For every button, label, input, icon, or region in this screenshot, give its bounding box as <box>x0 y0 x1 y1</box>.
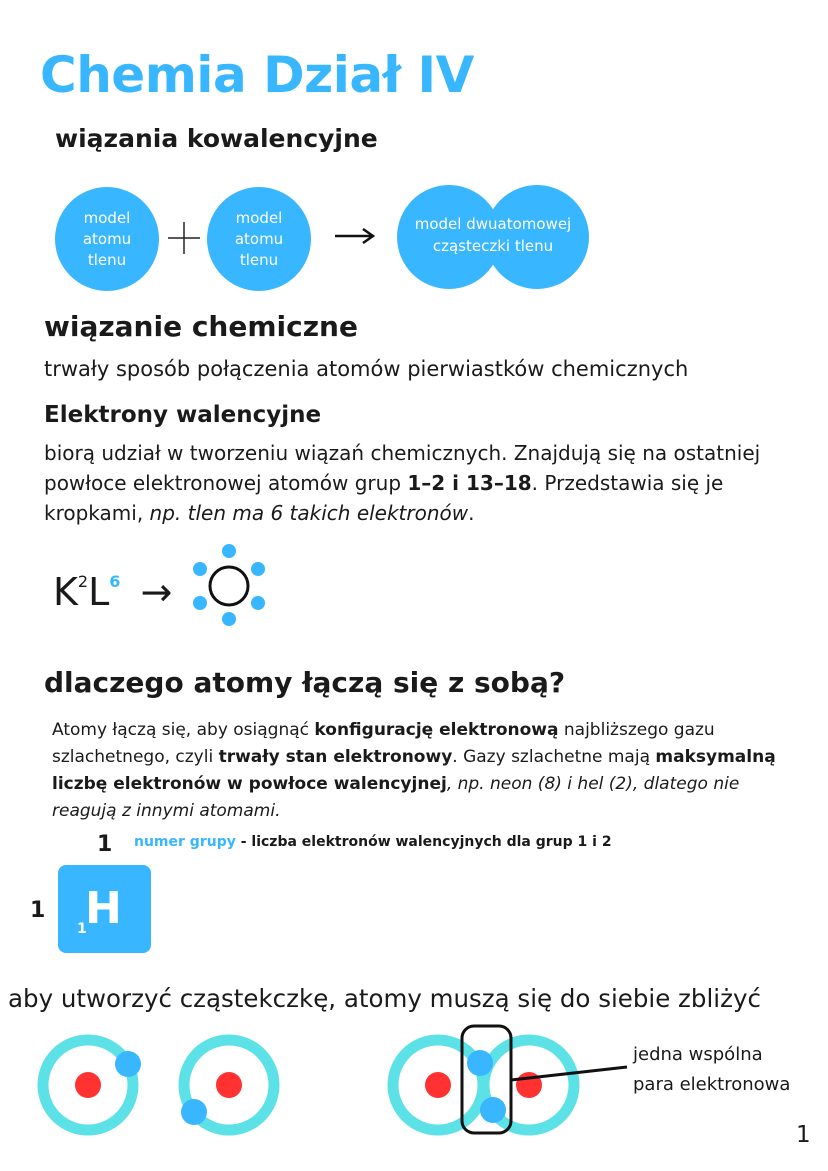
model-label-line: model <box>235 208 283 227</box>
arrow-right-icon <box>333 222 377 250</box>
molecule-heading: aby utworzyć cząstekczkę, atomy muszą się do siebie zbliżyć <box>8 984 761 1013</box>
bond-heading: wiązanie chemiczne <box>44 310 358 343</box>
why-heading: dlaczego atomy łączą się z sobą? <box>44 666 566 699</box>
paragraph-line: kropkami, np. tlen ma 6 takich elektronów. <box>44 501 475 525</box>
oxygen-atom-model-2 <box>207 187 311 291</box>
shell-l-count: 6 <box>109 572 121 591</box>
group-note: numer grupy - liczba elektronów walencyjnych dla grup 1 i 2 <box>134 834 612 850</box>
plus-icon <box>166 220 202 256</box>
why-paragraph <box>52 717 812 825</box>
model-label-line: tlenu <box>239 250 279 269</box>
electron-configuration <box>53 560 172 614</box>
period-number: 1 <box>30 898 46 923</box>
paragraph-line: reagują z innymi atomami. <box>52 801 281 821</box>
shell-k-count: 2 <box>77 572 89 591</box>
atomic-number: 1 <box>77 921 87 937</box>
element-symbol: H <box>85 883 122 934</box>
paragraph-line: biorą udział w tworzeniu wiązań chemicznych. Znajdują się na ostatniej <box>44 441 761 465</box>
shell-k: K <box>53 570 78 614</box>
label-line: para elektronowa <box>633 1074 791 1095</box>
paragraph-line: szlachetnego, czyli trwały stan elektronowy. Gazy szlachetne mają maksymalną <box>52 747 776 767</box>
arrow-right-icon: → <box>140 570 173 614</box>
molecule-label-line: cząsteczki tlenu <box>432 237 554 255</box>
label-line: jedna wspólna <box>633 1044 763 1065</box>
oxygen-atom-model-1 <box>55 187 159 291</box>
hydrogen-element-tile <box>58 865 151 953</box>
page-title: Chemia Dział IV <box>40 46 474 104</box>
model-label-line: tlenu <box>87 250 127 269</box>
valence-heading: Elektrony walencyjne <box>44 402 322 428</box>
shared-pair-label <box>633 1040 790 1100</box>
model-label-line: atomu <box>234 229 284 248</box>
valence-paragraph <box>44 438 814 528</box>
paragraph-line: Atomy łączą się, aby osiągnąć konfigurację elektronową najbliższego gazu <box>52 720 715 740</box>
oxygen-molecule-model <box>397 185 589 289</box>
bond-definition: trwały sposób połączenia atomów pierwiastków chemicznych <box>44 357 689 381</box>
paragraph-line: liczbę elektronów w powłoce walencyjnej, np. neon (8) i hel (2), dlatego nie <box>52 774 740 794</box>
molecule-label-line: model dwuatomowej <box>414 215 572 233</box>
paragraph-line: powłoce elektronowej atomów grup 1–2 i 13–18. Przedstawia się je <box>44 471 724 495</box>
model-label-line: atomu <box>82 229 132 248</box>
shell-l: L <box>88 570 110 614</box>
model-label-line: model <box>83 208 131 227</box>
group-number: 1 <box>97 832 113 857</box>
section-subtitle: wiązania kowalencyjne <box>55 124 378 153</box>
page-number: 1 <box>796 1122 811 1148</box>
oxygen-lewis-dot-diagram <box>188 543 270 629</box>
